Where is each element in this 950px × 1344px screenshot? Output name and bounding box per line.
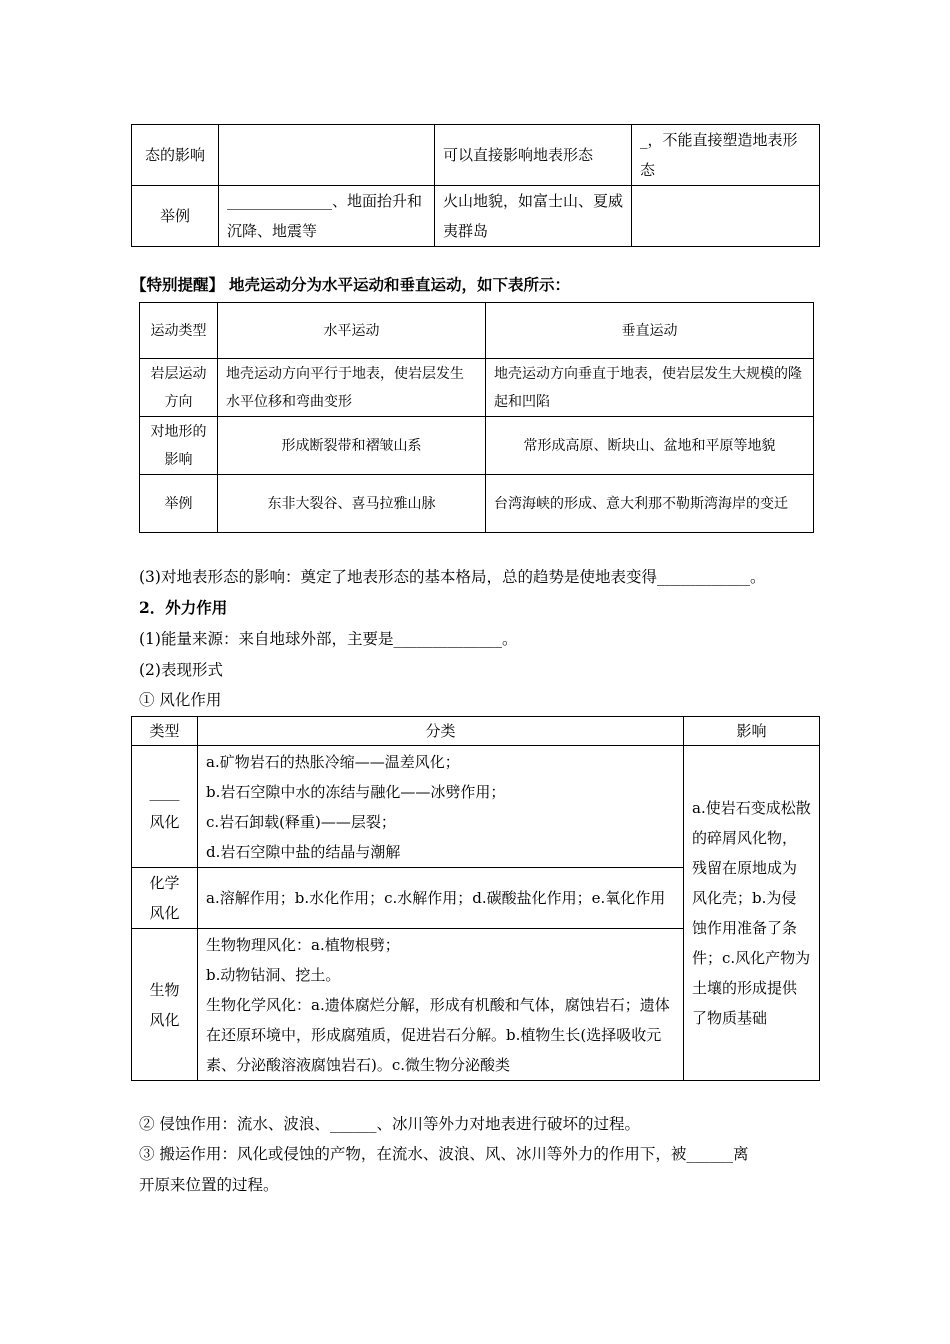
table-row bbox=[140, 359, 814, 417]
table-header-row bbox=[140, 303, 814, 359]
reminder-tag: 【特别提醒】 bbox=[131, 275, 225, 294]
table-cell: 可以直接影响地表形态 bbox=[435, 125, 632, 186]
table-row bbox=[132, 125, 820, 186]
table-cell bbox=[219, 186, 435, 247]
table-cell: a.溶解作用；b.水化作用；c.水解作用；d.碳酸盐化作用；e.氧化作用 bbox=[198, 868, 684, 929]
table-cell: 东非大裂谷、喜马拉雅山脉 bbox=[218, 475, 486, 533]
reminder-text: 地壳运动分为水平运动和垂直运动，如下表所示： bbox=[228, 275, 570, 294]
table-cell: 举例 bbox=[132, 186, 219, 247]
list-item: b.动物钻洞、挖土。 bbox=[206, 965, 341, 984]
table-header-cell: 垂直运动 bbox=[486, 303, 814, 359]
fill-blank: ____________ bbox=[656, 568, 750, 586]
table-cell: 常形成高原、断块山、盆地和平原等地貌 bbox=[486, 417, 814, 475]
table-cell: 台湾海峡的形成、意大利那不勒斯湾海岸的变迁 bbox=[486, 475, 814, 533]
table-cell bbox=[132, 746, 198, 868]
table-cell: 化学风化 bbox=[132, 868, 198, 929]
table-cell: 地壳运动方向垂直于地表，使岩层发生大规模的隆起和凹陷 bbox=[486, 359, 814, 417]
paragraph-text: ③ 搬运作用：风化或侵蚀的产物，在流水、波浪、风、冰川等外力的作用下，被 bbox=[139, 1145, 687, 1163]
paragraph-erosion bbox=[139, 1112, 640, 1134]
table-row bbox=[140, 417, 814, 475]
list-item: a.矿物岩石的热胀冷缩——温差风化； bbox=[206, 752, 460, 771]
table-cell: 对地形的影响 bbox=[140, 417, 218, 475]
list-item: c.岩石卸载(释重)——层裂； bbox=[206, 812, 396, 831]
table-cell: 形成断裂带和褶皱山系 bbox=[218, 417, 486, 475]
table-header-cell: 分类 bbox=[198, 717, 684, 746]
table-header-row bbox=[132, 717, 820, 746]
table-row bbox=[140, 475, 814, 533]
table-cell bbox=[198, 929, 684, 1081]
paragraph-text: (3)对地表形态的影响：奠定了地表形态的基本格局，总的趋势是使地表变得 bbox=[139, 568, 657, 586]
impact-cell: a.使岩石变成松散的碎屑风化物，残留在原地成为风化壳；b.为侵蚀作用准备了条件；c.风化产物为土壤的形成提供了物质基础 bbox=[684, 746, 820, 1081]
paragraph-weathering: ① 风化作用 bbox=[139, 691, 222, 709]
table-row bbox=[132, 186, 820, 247]
table-header-cell: 运动类型 bbox=[140, 303, 218, 359]
paragraph-text: 、冰川等外力对地表进行破坏的过程。 bbox=[376, 1115, 640, 1133]
fill-blank: ______ bbox=[329, 1115, 377, 1133]
special-reminder bbox=[131, 273, 570, 295]
fill-blank: ____ bbox=[149, 782, 180, 801]
paragraph-transport-cont: 开原来位置的过程。 bbox=[139, 1176, 279, 1194]
list-item: 生物物理风化：a.植物根劈； bbox=[206, 935, 400, 954]
table-cell: 态的影响 bbox=[132, 125, 219, 186]
table-cell: 地壳运动方向平行于地表，使岩层发生水平位移和弯曲变形 bbox=[218, 359, 486, 417]
paragraph-end: 。 bbox=[749, 568, 766, 586]
table-header-cell: 影响 bbox=[684, 717, 820, 746]
cell-text: 、地面抬升和沉降、地震等 bbox=[227, 192, 423, 240]
paragraph-energy bbox=[139, 627, 517, 649]
paragraph-text: 离 bbox=[732, 1145, 749, 1163]
type-label: 风化 bbox=[149, 812, 180, 831]
list-item: d.岩石空隙中盐的结晶与潮解 bbox=[206, 842, 401, 861]
table-cell: 火山地貌，如富士山、夏威夷群岛 bbox=[435, 186, 632, 247]
section-heading: 2．外力作用 bbox=[139, 598, 228, 617]
movement-table bbox=[139, 302, 814, 533]
table-cell bbox=[632, 186, 820, 247]
paragraph-end: 。 bbox=[501, 630, 518, 648]
list-item: 生物化学风化：a.遗体腐烂分解，形成有机酸和气体，腐蚀岩石；遗体在还原环境中，形成腐殖质，促进岩石分解。b.植物生长(选择吸收元素、分泌酸溶液腐蚀岩石)。c.微生物分泌酸类 bbox=[206, 995, 670, 1074]
paragraph-text: (1)能量来源：来自地球外部，主要是 bbox=[139, 630, 394, 648]
table-header-cell: 类型 bbox=[132, 717, 198, 746]
fill-blank: ______________ bbox=[393, 630, 502, 648]
table-row bbox=[132, 746, 820, 868]
table-cell bbox=[219, 125, 435, 186]
fill-blank: ______________ bbox=[227, 192, 332, 210]
comparison-table-continued bbox=[131, 124, 820, 247]
paragraph-text: ② 侵蚀作用：流水、波浪、 bbox=[139, 1115, 330, 1133]
list-item: b.岩石空隙中水的冻结与融化——冰劈作用； bbox=[206, 782, 506, 801]
table-cell: _，不能直接塑造地表形态 bbox=[632, 125, 820, 186]
table-cell: 举例 bbox=[140, 475, 218, 533]
paragraph-transport bbox=[139, 1142, 748, 1164]
table-cell: 岩层运动方向 bbox=[140, 359, 218, 417]
table-cell: 生物风化 bbox=[132, 929, 198, 1081]
table-cell bbox=[198, 746, 684, 868]
weathering-table bbox=[131, 716, 820, 1081]
paragraph-3 bbox=[139, 565, 765, 587]
table-header-cell: 水平运动 bbox=[218, 303, 486, 359]
fill-blank: ______ bbox=[686, 1145, 733, 1163]
paragraph-forms: (2)表现形式 bbox=[139, 661, 223, 679]
